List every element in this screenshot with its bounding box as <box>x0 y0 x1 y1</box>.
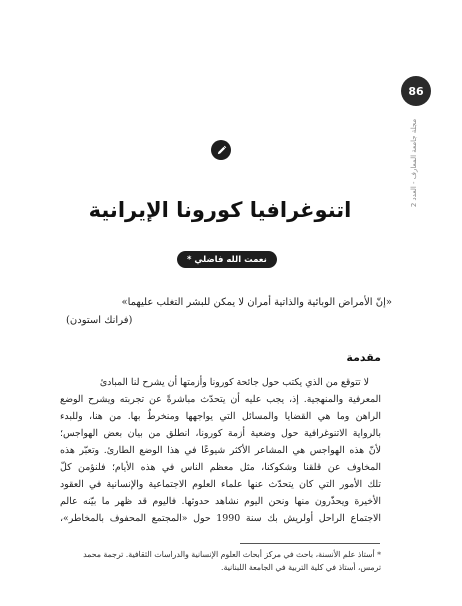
body-line: لأنّ هذه الهواجس هي المشاعر الأكثر شيوعًا في هذا الوضع الطارئ. وتعبّر هذه <box>60 445 381 456</box>
pencil-icon <box>211 140 231 160</box>
article-title: اتنوغرافيا كورونا الإيرانية <box>88 198 352 222</box>
author-badge: نعمت الله فاضلي * <box>177 251 277 268</box>
footnote-divider <box>240 543 380 544</box>
body-line: الراهن وما هي القضايا والمسائل التي يواجهها ومنخرطٌ بها. من هنا، وللبدء <box>60 411 381 422</box>
body-line: المعرفية والمنهجية. إذ، يجب عليه أن يتحدّث مباشرةً عن تجربته ويشرح الوضع <box>60 394 381 405</box>
epigraph-quote: «إنّ الأمراض الوبائية والذاتية أمران لا يمكن للبشر التغلب عليهما» <box>121 297 392 308</box>
epigraph-source: (فرانك استودن) <box>66 315 133 326</box>
section-heading: مقدمة <box>346 351 381 364</box>
footnote-line: * أستاذ علم الأنسنة، باحث في مركز أبحاث العلوم الإنسانية والدراسات الثقافية. ترجمة محمد <box>83 550 381 559</box>
footnote-line: ترمس، أستاذ في كلية التربية في الجامعة اللبنانية. <box>221 563 381 572</box>
running-head <box>394 110 434 215</box>
body-line: تلك الأمور التي كان يتحدّث عنها علماء العلوم الاجتماعية والإنسانية في العقود <box>60 479 381 490</box>
footnotes <box>60 548 381 574</box>
body-paragraph <box>60 374 381 527</box>
body-line: بالرواية الاتنوغرافية حول وضعية أزمة كورونا، انطلق من بيان بعض الهواجس؛ <box>60 428 381 439</box>
page-number: 86 <box>401 76 431 106</box>
body-line: لا تتوقع من الذي يكتب حول جائحة كورونا وأزمتها أن يشرح لنا المبادئ <box>99 377 369 388</box>
running-head-text: مجلة جامعة المعارف - العدد 2 <box>410 118 419 207</box>
body-line: الاجتماع الراحل أولريش بك سنة 1990 حول «المجتمع المحفوف بالمخاطر»، <box>60 513 381 524</box>
body-line: الأخيرة ويحذّرون منها ونحن اليوم نشاهد حدوثها. فاليوم قد ظهر ما بيّنه عالم <box>60 496 381 507</box>
epigraph <box>60 294 392 330</box>
body-line: المخاوف عن قلقنا وشكوكنا، مثل معظم الناس في هذه الأيام؛ فلنؤمن كلّ <box>60 462 381 473</box>
